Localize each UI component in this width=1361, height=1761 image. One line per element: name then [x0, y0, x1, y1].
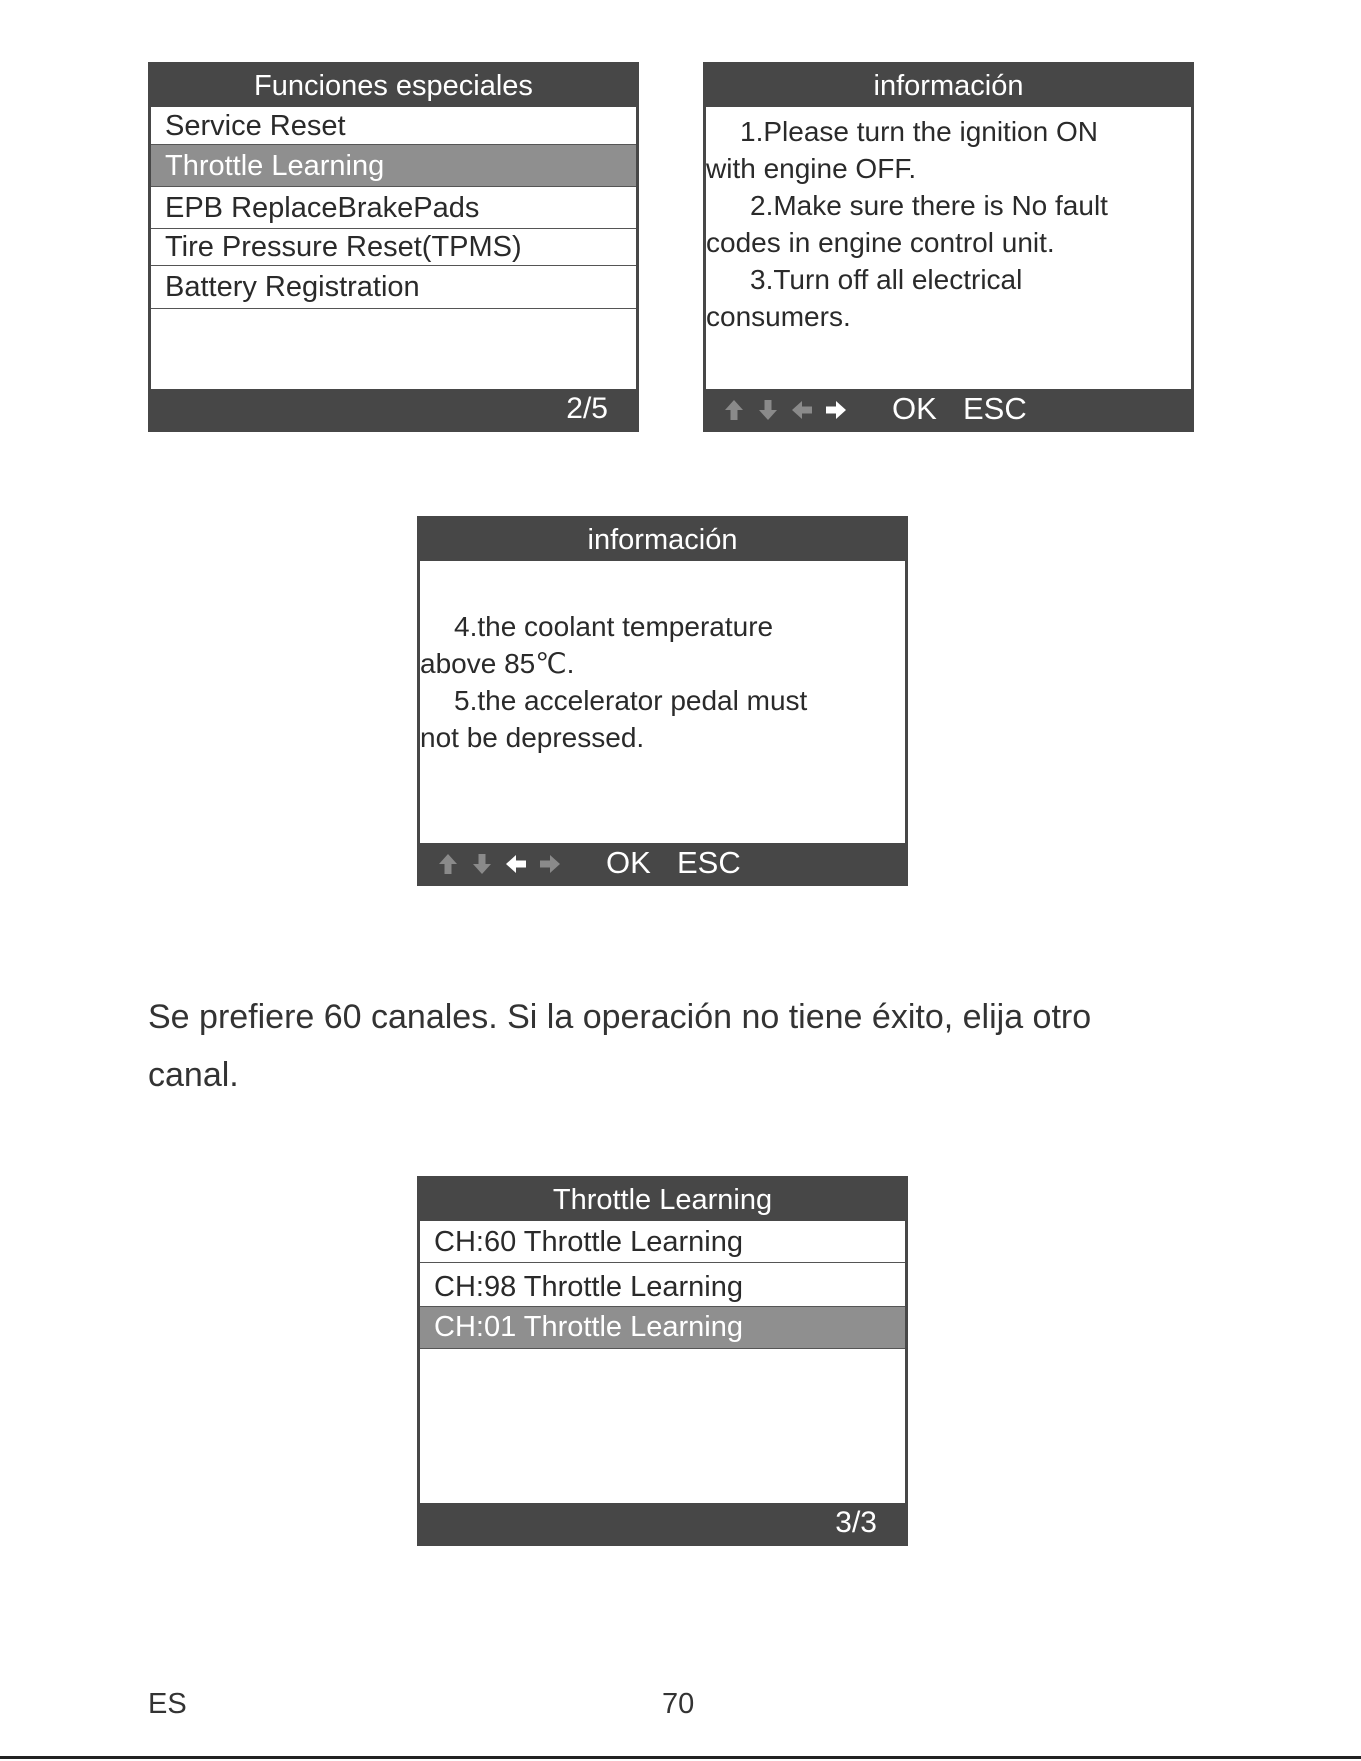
- info-text: [420, 608, 897, 756]
- arrow-up-icon[interactable]: [434, 849, 462, 877]
- screen-title: información: [706, 65, 1191, 107]
- bottom-rule: [0, 1756, 1361, 1759]
- menu-item-label: Throttle Learning: [165, 150, 385, 182]
- info-line: not be depressed.: [420, 722, 645, 753]
- esc-button[interactable]: ESC: [677, 845, 741, 880]
- menu-item-tire-pressure-reset[interactable]: [151, 229, 636, 266]
- instruction-paragraph: [148, 988, 1248, 1104]
- channel-item-label: CH:60 Throttle Learning: [434, 1226, 743, 1258]
- info-line: 2.Make sure there is No fault: [750, 190, 1108, 221]
- info-screen-1: [703, 62, 1194, 432]
- page-number: 70: [662, 1688, 695, 1720]
- screen-title: Throttle Learning: [420, 1179, 905, 1221]
- channel-item-label: CH:01 Throttle Learning: [434, 1311, 743, 1343]
- channel-item-label: CH:98 Throttle Learning: [434, 1271, 743, 1303]
- menu-item-service-reset[interactable]: [151, 107, 636, 145]
- arrow-down-icon[interactable]: [468, 849, 496, 877]
- paragraph-line: Se prefiere 60 canales. Si la operación no tiene éxito, elija otro: [148, 998, 1092, 1036]
- screen-footer: [420, 843, 905, 883]
- screen-title: información: [420, 519, 905, 561]
- screen-footer: [151, 389, 636, 429]
- channel-item-98[interactable]: [420, 1263, 905, 1307]
- info-line: above 85℃.: [420, 648, 575, 679]
- menu-item-label: EPB ReplaceBrakePads: [165, 192, 480, 224]
- page-indicator: 3/3: [835, 1506, 877, 1539]
- special-functions-screen: [148, 62, 639, 432]
- screen-footer: [706, 389, 1191, 429]
- menu-item-battery-registration[interactable]: [151, 266, 636, 309]
- channel-item-01[interactable]: [420, 1307, 905, 1349]
- arrow-up-icon[interactable]: [720, 395, 748, 423]
- channel-item-60[interactable]: [420, 1221, 905, 1263]
- screen-title: Funciones especiales: [151, 65, 636, 107]
- arrow-right-icon[interactable]: [536, 849, 564, 877]
- info-line: with engine OFF.: [706, 153, 917, 184]
- menu-item-epb-replace-brake-pads[interactable]: [151, 187, 636, 229]
- menu-item-label: Tire Pressure Reset(TPMS): [165, 231, 522, 263]
- menu-item-throttle-learning[interactable]: [151, 145, 636, 187]
- arrow-left-icon[interactable]: [502, 849, 530, 877]
- info-line: 3.Turn off all electrical: [750, 264, 1023, 295]
- info-line: 4.the coolant temperature: [454, 611, 774, 642]
- channel-list: [420, 1221, 905, 1349]
- nav-arrows: [720, 389, 850, 429]
- language-code: ES: [148, 1688, 187, 1720]
- ok-button[interactable]: OK: [892, 391, 937, 426]
- screen-footer: [420, 1503, 905, 1543]
- ok-button[interactable]: OK: [606, 845, 651, 880]
- info-line: codes in engine control unit.: [706, 227, 1055, 258]
- info-line: consumers.: [706, 301, 851, 332]
- esc-button[interactable]: ESC: [963, 391, 1027, 426]
- paragraph-line: canal.: [148, 1056, 239, 1094]
- menu-list: [151, 107, 636, 309]
- arrow-left-icon[interactable]: [788, 395, 816, 423]
- throttle-learning-screen: [417, 1176, 908, 1546]
- menu-item-label: Battery Registration: [165, 271, 420, 303]
- info-line: 1.Please turn the ignition ON: [740, 116, 1098, 147]
- arrow-down-icon[interactable]: [754, 395, 782, 423]
- nav-arrows: [434, 843, 564, 883]
- arrow-right-icon[interactable]: [822, 395, 850, 423]
- info-screen-2: [417, 516, 908, 886]
- info-line: 5.the accelerator pedal must: [454, 685, 808, 716]
- page-indicator: 2/5: [566, 392, 608, 425]
- menu-item-label: Service Reset: [165, 110, 346, 142]
- info-text: [706, 113, 1183, 335]
